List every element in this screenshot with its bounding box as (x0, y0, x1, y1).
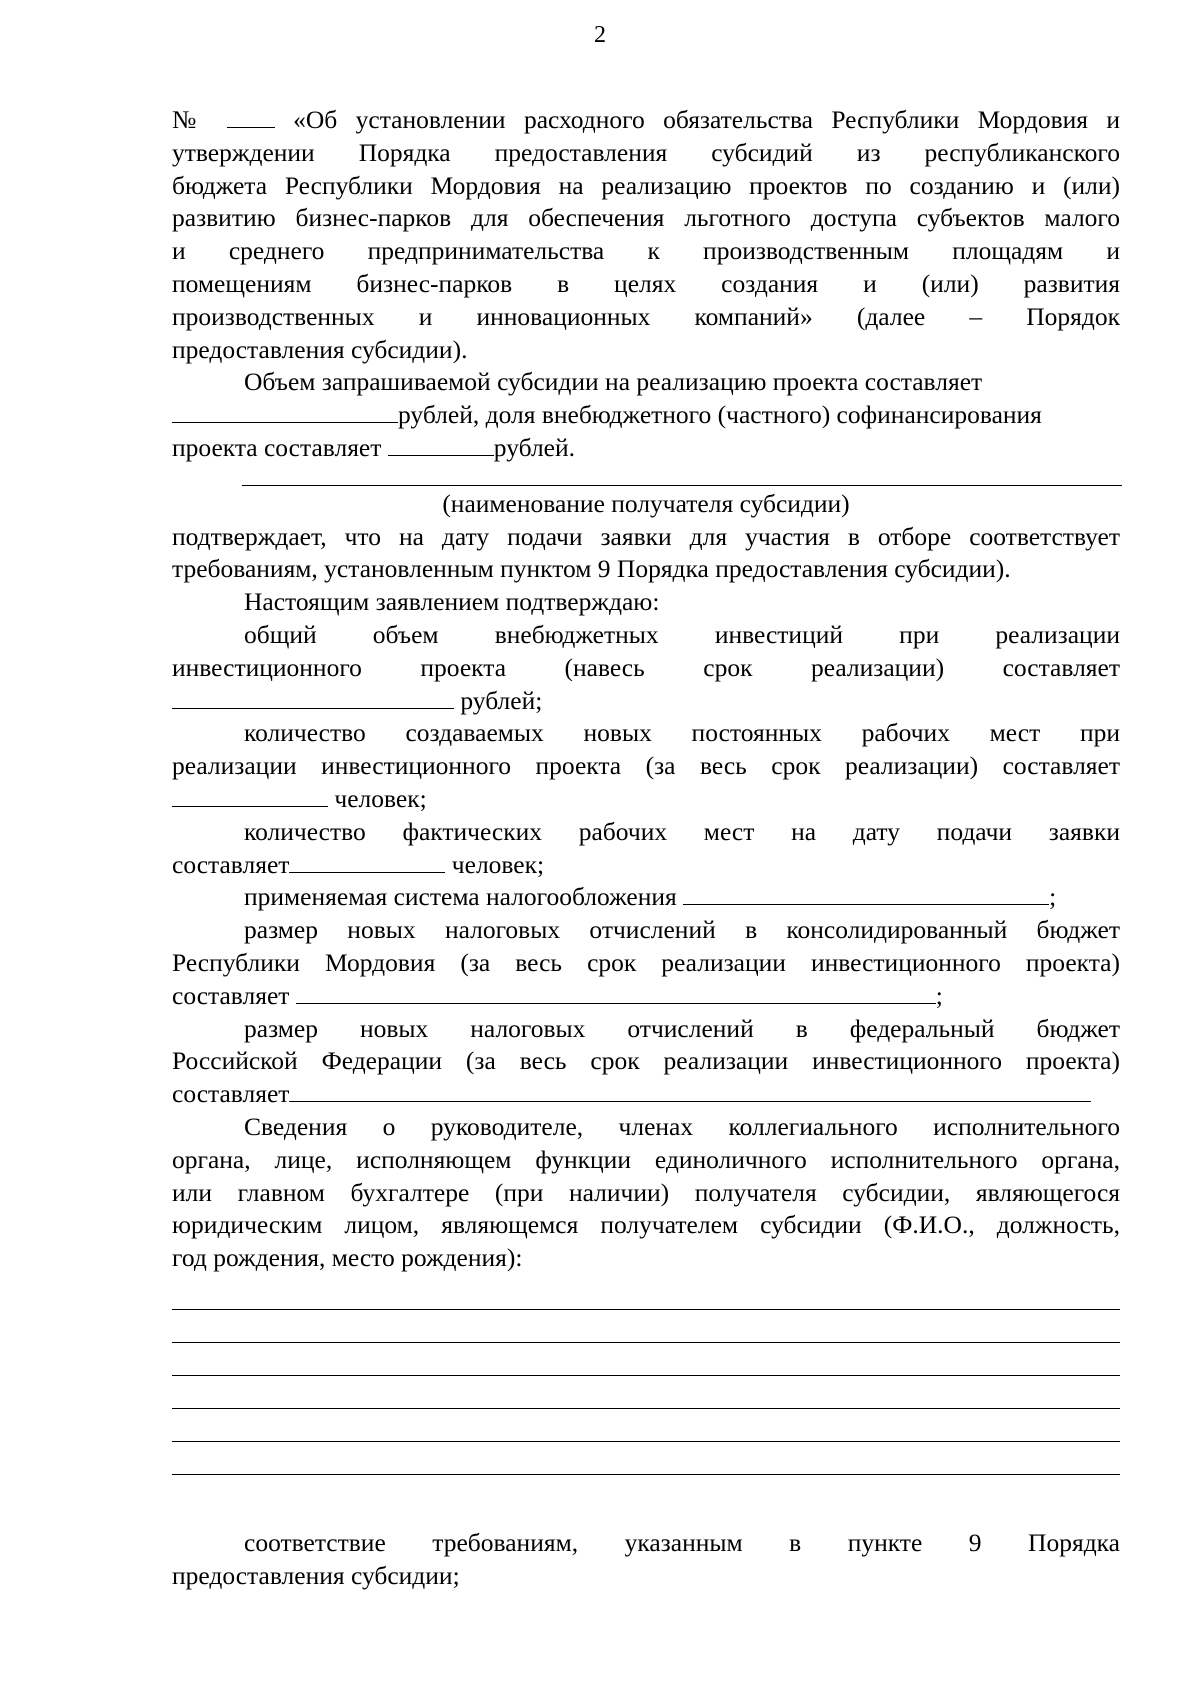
order-number-blank (227, 104, 275, 128)
invest-line-3: рублей; (172, 685, 1120, 718)
confirm-paragraph (172, 521, 1120, 587)
document-body (172, 104, 1120, 1592)
newjobs-line-2: реализации инвестиционного проекта (за весь срок реализации) составляет (172, 751, 1120, 781)
confirm-line-2: требованиям, установленным пунктом 9 Порядка предоставления субсидии). (172, 554, 1011, 584)
intro-line-1: № «Об установлении расходного обязательства Республики Мордовия и (172, 105, 1121, 134)
volume-line-2: рублей, доля внебюджетного (частного) софинансирования (172, 399, 1120, 432)
new-jobs-count-blank (172, 783, 328, 807)
tax-system-line: применяемая система налогообложения ; (244, 882, 1057, 912)
confirm-line-1: подтверждает, что на дату подачи заявки для участия в отборе соответствует (172, 521, 1120, 551)
actual-jobs-count-blank (289, 849, 445, 873)
cofinancing-amount-blank (388, 432, 494, 456)
volume-paragraph (172, 366, 1120, 464)
regional-line-2: Республики Мордовия (за весь срок реализации инвестиционного проекта) (172, 947, 1120, 977)
intro-line-8: предоставления субсидии). (172, 334, 468, 364)
new-jobs-paragraph (172, 717, 1120, 815)
regional-line-3: составляет ; (172, 980, 943, 1010)
invest-line-2: инвестиционного проекта (навесь срок реализации) составляет (172, 652, 1120, 682)
intro-line-6: помещениям бизнес-парков в целях создания и (или) развития (172, 268, 1120, 298)
newjobs-line-3: человек; (172, 783, 1120, 816)
info-line-4: юридическим лицом, являющемся получателем субсидии (Ф.И.О., должность, (172, 1210, 1120, 1240)
intro-paragraph (172, 104, 1120, 366)
management-info-paragraph (172, 1111, 1120, 1275)
page-number: 2 (594, 22, 606, 48)
actjobs-line-1: количество фактических рабочих мест на дату подачи заявки (244, 816, 1120, 846)
info-line-3: или главном бухгалтере (при наличии) получателя субсидии, являющегося (172, 1177, 1120, 1207)
actjobs-line-2: составляет человек; (172, 849, 545, 879)
newjobs-line-1: количество создаваемых новых постоянных рабочих мест при (244, 718, 1120, 748)
compliance-line-2: предоставления субсидии; (172, 1560, 460, 1590)
recipient-name-blank (242, 485, 1122, 486)
federal-tax-blank (289, 1078, 1091, 1102)
volume-line-1: Объем запрашиваемой субсидии на реализацию проекта составляет (244, 367, 983, 397)
invest-line-1: общий объем внебюджетных инвестиций при реализации (244, 619, 1120, 649)
federal-line-2: Российской Федерации (за весь срок реализации инвестиционного проекта) (172, 1046, 1120, 1076)
tax-system-blank (683, 881, 1049, 905)
info-line-1: Сведения о руководителе, членах коллегиального исполнительного (244, 1111, 1120, 1141)
regional-budget-paragraph (172, 914, 1120, 1012)
subsidy-amount-blank (172, 399, 398, 423)
volume-line-3: проекта составляет рублей. (172, 432, 576, 462)
intro-line-7: производственных и инновационных компаний» (далее – Порядок (172, 301, 1120, 331)
number-sign: № (172, 105, 209, 134)
investment-amount-blank (172, 685, 454, 709)
federal-budget-paragraph (172, 1013, 1120, 1111)
actual-jobs-paragraph (172, 816, 1120, 882)
intro-line-2: утверждении Порядка предоставления субсидий из республиканского (172, 137, 1120, 167)
intro-line-3: бюджета Республики Мордовия на реализацию проектов по созданию и (или) (172, 170, 1120, 200)
intro-line-5: и среднего предпринимательства к производственным площадям и (172, 236, 1120, 266)
federal-line-3: составляет (172, 1078, 1120, 1111)
investment-paragraph (172, 619, 1120, 717)
regional-tax-blank (296, 980, 936, 1004)
intro-line-4: развитию бизнес-парков для обеспечения льготного доступа субъектов малого (172, 203, 1120, 233)
info-line-5: год рождения, место рождения): (172, 1243, 523, 1273)
regional-line-1: размер новых налоговых отчислений в консолидированный бюджет (244, 915, 1120, 945)
federal-line-1: размер новых налоговых отчислений в федеральный бюджет (244, 1013, 1120, 1043)
compliance-paragraph (172, 1527, 1120, 1593)
info-line-2: органа, лице, исполняющем функции единоличного исполнительного органа, (172, 1144, 1120, 1174)
compliance-line-1: соответствие требованиям, указанным в пункте 9 Порядка (244, 1527, 1120, 1557)
management-info-blanks (172, 1275, 1120, 1475)
declaration-line: Настоящим заявлением подтверждаю: (244, 587, 660, 617)
recipient-caption: (наименование получателя субсидии) (442, 488, 850, 518)
